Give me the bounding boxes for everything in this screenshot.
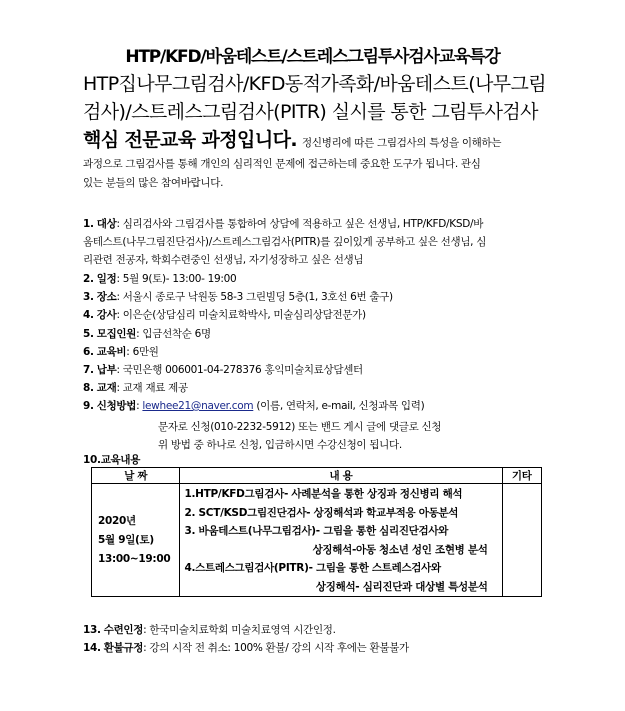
item-target-line-3: 리관련 전공자, 학회수련중인 선생님, 자기성장하고 싶은 선생님 — [83, 254, 364, 266]
table-row — [92, 484, 542, 597]
item-label: 강사 — [96, 309, 117, 321]
item-accreditation: 13. 수련인정: 한국미술치료학회 미술치료영역 시간인정. — [83, 624, 336, 636]
item-value: 5월 9(토)- 13:00- 19:00 — [122, 273, 237, 285]
item-value: 국민은행 006001-04-278376 홍익미술치료상담센터 — [122, 364, 363, 376]
item-application: 9. 신청방법: lewhee21@naver.com (이름, 연락처, e-mail, 신청과목 입력) — [83, 400, 425, 412]
item-number: 8. — [83, 382, 94, 394]
item-number: 3. — [83, 291, 94, 303]
date-day: 5월 9일(토) — [98, 533, 154, 546]
content-line: 1.HTP/KFD그림검사- 사례분석을 통한 상징과 정신병리 해석 — [184, 488, 463, 500]
item-value: 이은순(상담심리 미술치료학박사, 미술심리상담전문가) — [122, 309, 366, 321]
item-label: 일정 — [96, 273, 117, 285]
date-time: 13:00~19:00 — [98, 552, 171, 565]
item-value: 심리검사와 그림검사를 통합하여 상담에 적용하고 싶은 선생님, HTP/KFD/KSD/바 — [122, 218, 484, 230]
item-number: 4. — [83, 309, 94, 321]
email-link[interactable]: lewhee21@naver.com — [142, 400, 254, 412]
item-value: 한국미술치료학회 미술치료영역 시간인정. — [149, 624, 336, 636]
intro-line-2: 과정으로 그림검사를 통해 개인의 심리적인 문제에 접근하는데 중요한 도구가 됩니다. 관심 — [83, 158, 481, 170]
content-line: 3. 바움테스트(나무그림검사)- 그림을 통한 심리진단검사와 — [184, 525, 449, 537]
intro-line-3: 있는 분들의 많은 참여바랍니다. — [83, 177, 224, 189]
item-number: 6. — [83, 346, 94, 358]
header-etc: 기타 — [502, 468, 541, 484]
item-label: 대상 — [96, 218, 117, 230]
item-label: 수련인정 — [103, 624, 144, 636]
lead-line-2: 검사)/스트레스그림검사(PITR) 실시를 통한 그림투사검사 — [83, 101, 538, 123]
lead-line-3-small: 정신병리에 따른 그림검사의 특성을 이해하는 — [302, 137, 502, 149]
item-label: 교육비 — [96, 346, 127, 358]
item-value: 교재 재료 제공 — [122, 382, 188, 394]
header-content: 내 용 — [180, 468, 502, 484]
item-label: 장소 — [96, 291, 117, 303]
item-target-line-2: 움테스트(나무그림진단검사)/스트레스그림검사(PITR)를 깊이있게 공부하고 싶은 선생님, 심 — [83, 236, 487, 248]
item-label: 교육내용 — [100, 454, 141, 466]
content-line: 상징해석-아동 청소년 성인 조현병 분석 — [312, 543, 488, 556]
content-line: 2. SCT/KSD그림진단검사- 상징해석과 학교부적응 아동분석 — [184, 506, 459, 519]
etc-cell — [502, 484, 541, 597]
item-number: 9. — [83, 400, 94, 412]
item-number: 5. — [83, 328, 94, 340]
application-line-3: 위 방법 중 하나로 신청, 입금하시면 수강신청이 됩니다. — [158, 439, 402, 451]
item-capacity: 5. 모집인원: 입금선착순 6명 — [83, 328, 211, 340]
item-label: 환불규정 — [103, 642, 144, 654]
item-payment: 7. 납부: 국민은행 006001-04-278376 홍익미술치료상담센터 — [83, 364, 363, 376]
content-line: 상징해석- 심리진단과 대상별 특성분석 — [315, 580, 488, 593]
item-instructor: 4. 강사: 이은순(상담심리 미술치료학박사, 미술심리상담전문가) — [83, 309, 366, 321]
item-value: 입금선착순 6명 — [142, 328, 211, 340]
lead-line-1: HTP집나무그림검사/KFD동적가족화/바움테스트(나무그림 — [83, 73, 547, 95]
lead-line-3 — [83, 126, 563, 154]
item-materials: 8. 교재: 교재 재료 제공 — [83, 382, 188, 394]
item-number: 13. — [83, 624, 101, 636]
item-number: 2. — [83, 273, 94, 285]
header-date: 날 짜 — [92, 468, 180, 484]
item-label: 교재 — [96, 382, 117, 394]
item-fee: 6. 교육비: 6만원 — [83, 346, 159, 358]
content-line: 4.스트레스그림검사(PITR)- 그림을 통한 스트레스검사와 — [184, 562, 441, 574]
date-cell — [92, 484, 180, 597]
item-value: (이름, 연락처, e-mail, 신청과목 입력) — [253, 400, 425, 412]
item-number: 10. — [83, 454, 101, 466]
date-year: 2020년 — [98, 514, 136, 527]
document-title: HTP/KFD/바움테스트/스트레스그림투사검사교육특강 — [125, 47, 500, 67]
schedule-table — [91, 467, 542, 597]
table-header-row — [92, 468, 542, 484]
item-label: 모집인원 — [96, 328, 137, 340]
item-refund: 14. 환불규정: 강의 시작 전 취소: 100% 환불/ 강의 시작 후에는 환불불가 — [83, 642, 409, 654]
item-value: 서울시 종로구 낙원동 58-3 그린빌딩 5층(1, 3호선 6번 출구) — [122, 291, 393, 303]
item-label: 신청방법 — [96, 400, 137, 412]
item-label: 납부 — [96, 364, 117, 376]
item-number: 7. — [83, 364, 94, 376]
item-number: 14. — [83, 642, 101, 654]
item-number: 1. — [83, 218, 94, 230]
application-line-2: 문자로 신청(010-2232-5912) 또는 밴드 게시 글에 댓글로 신청 — [158, 421, 442, 433]
content-cell — [180, 484, 502, 597]
item-target: 1. 대상: 심리검사와 그림검사를 통합하여 상담에 적용하고 싶은 선생님, HTP/KFD/KSD/바 — [83, 218, 484, 230]
lead-line-3-emphasis: 핵심 전문교육 과정입니다. — [83, 129, 297, 151]
item-location: 3. 장소: 서울시 종로구 낙원동 58-3 그린빌딩 5층(1, 3호선 6번 출구) — [83, 291, 393, 303]
item-value: 강의 시작 전 취소: 100% 환불/ 강의 시작 후에는 환불불가 — [149, 642, 409, 654]
item-value: 6만원 — [132, 346, 159, 358]
item-schedule: 2. 일정: 5월 9(토)- 13:00- 19:00 — [83, 273, 237, 285]
